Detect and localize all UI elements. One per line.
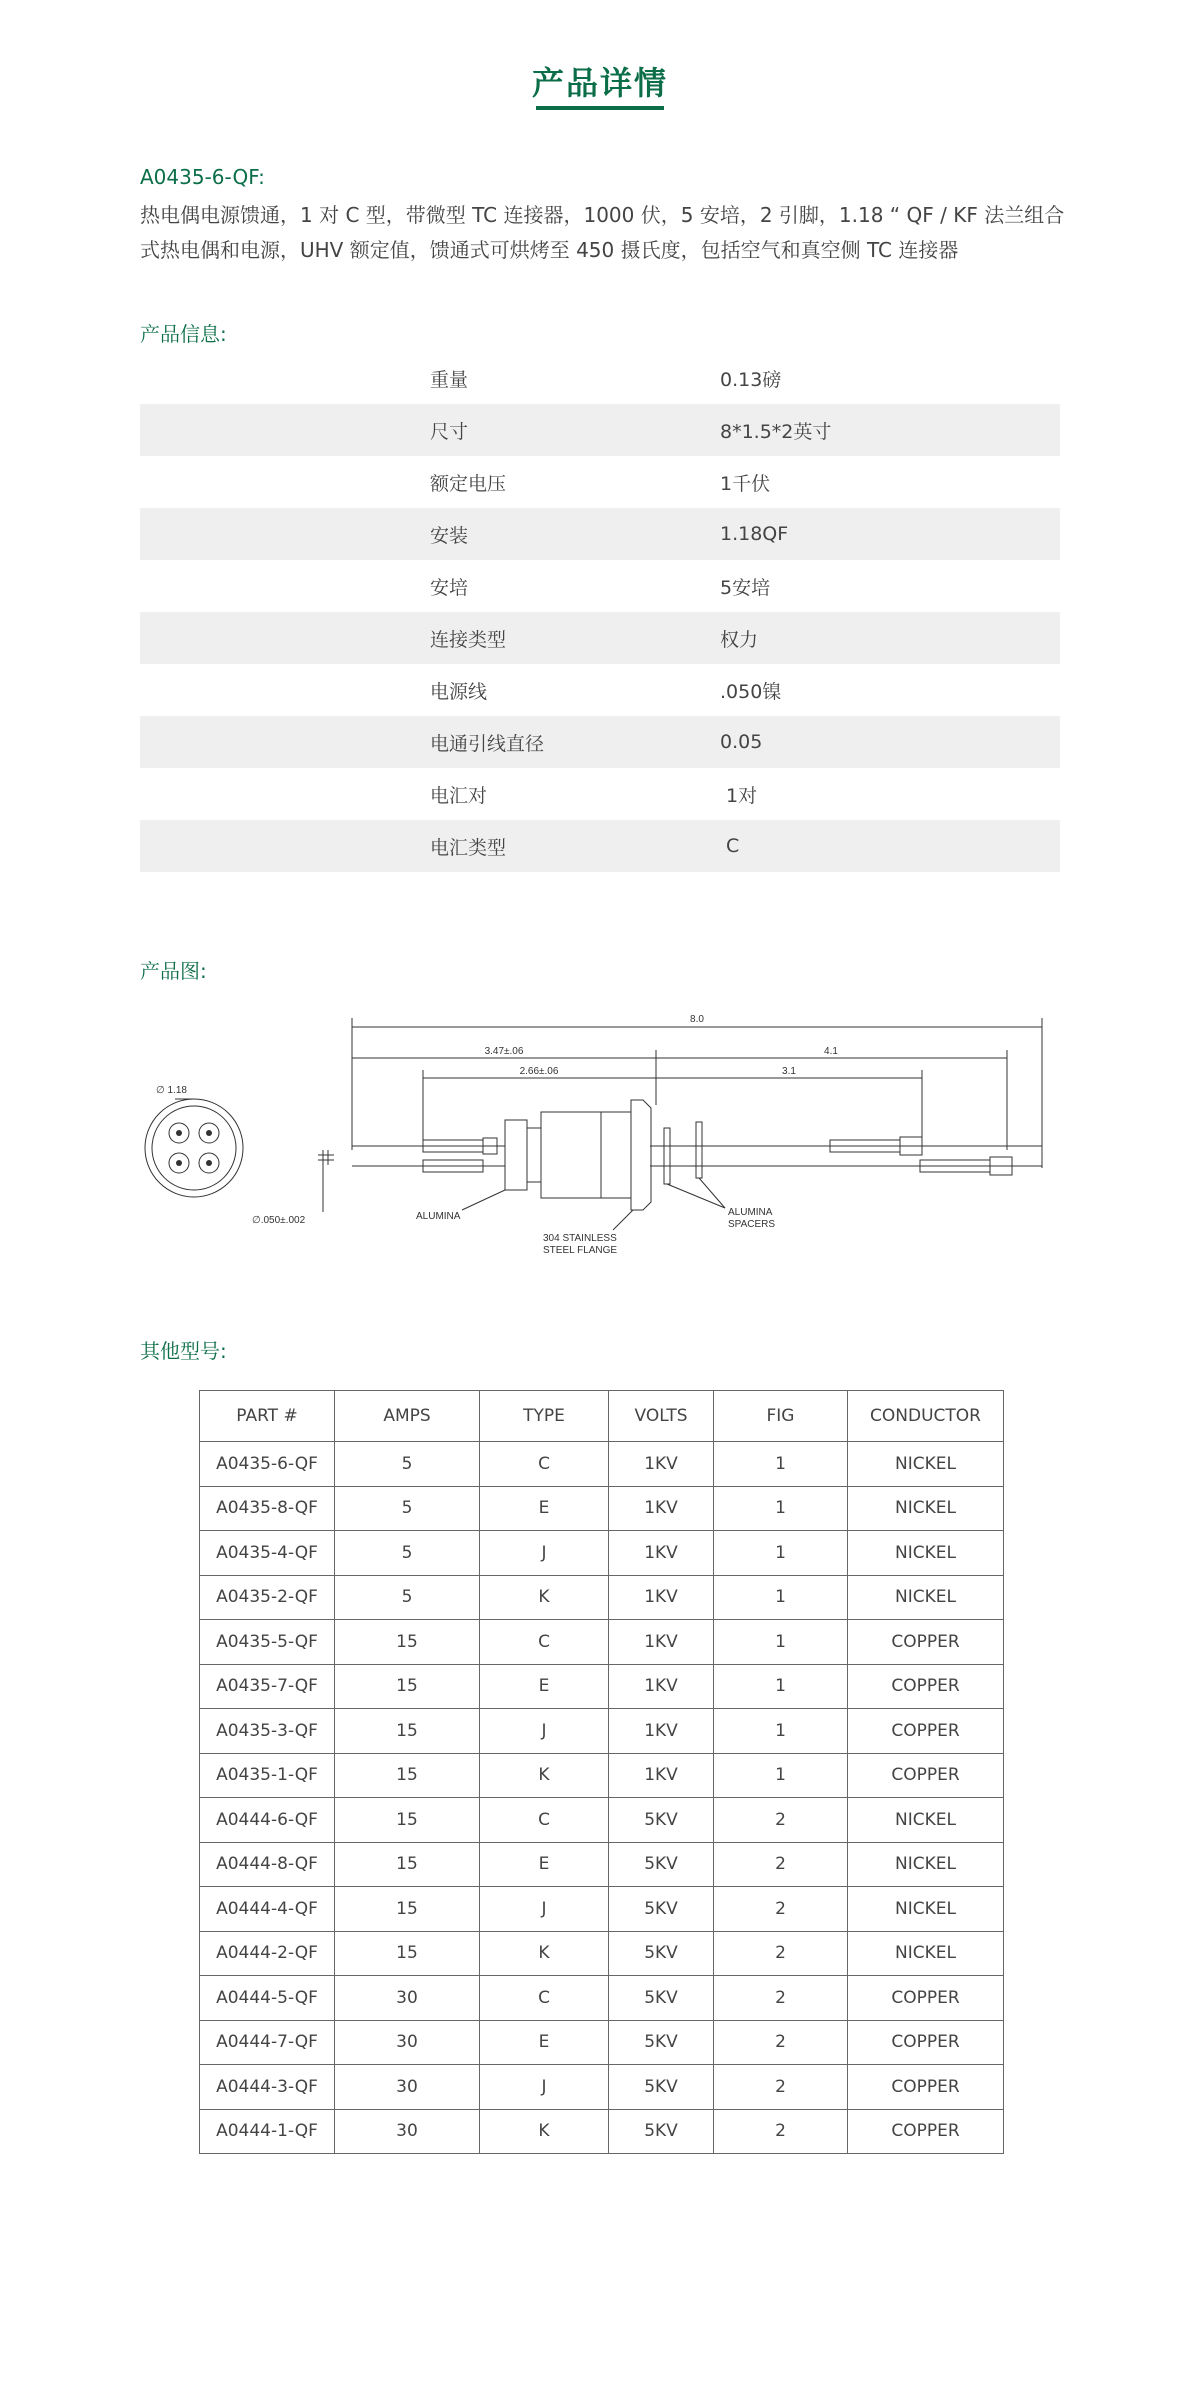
table-cell: 15 xyxy=(335,1753,480,1798)
info-key: 电汇对 xyxy=(430,784,488,807)
dim-a-label: 3.47±.06 xyxy=(484,1046,524,1057)
table-cell: A0444-6-QF xyxy=(200,1798,335,1843)
table-cell: A0444-1-QF xyxy=(200,2109,335,2154)
table-cell: K xyxy=(480,1931,609,1976)
info-key: 安装 xyxy=(430,524,469,547)
pin-dot xyxy=(176,1160,182,1166)
flange-label-line2: STEEL FLANGE xyxy=(543,1245,618,1256)
info-row xyxy=(140,560,1060,612)
models-table xyxy=(199,1390,1004,2154)
alumina-label: ALUMINA xyxy=(416,1211,461,1222)
table-cell: 5KV xyxy=(609,1976,714,2021)
table-cell: E xyxy=(480,1486,609,1531)
table-cell: 2 xyxy=(714,1887,848,1932)
info-key: 额定电压 xyxy=(430,472,507,495)
table-cell: COPPER xyxy=(848,1620,1004,1665)
table-cell: 1KV xyxy=(609,1664,714,1709)
steel-flange xyxy=(631,1100,651,1210)
info-value: 0.13磅 xyxy=(720,368,782,391)
info-row xyxy=(140,404,1060,456)
models-section-label: 其他型号: xyxy=(140,1339,227,1363)
table-cell: 1 xyxy=(714,1709,848,1754)
flange-diameter-label: ∅ 1.18 xyxy=(156,1085,187,1096)
alumina-spacer xyxy=(664,1128,670,1184)
info-key: 电汇类型 xyxy=(430,836,507,859)
column-header: CONDUCTOR xyxy=(848,1391,1004,1442)
table-cell: A0435-6-QF xyxy=(200,1442,335,1487)
info-row xyxy=(140,612,1060,664)
column-header: PART # xyxy=(200,1391,335,1442)
table-cell: 1 xyxy=(714,1620,848,1665)
table-cell: K xyxy=(480,2109,609,2154)
info-key: 电通引线直径 xyxy=(430,732,545,755)
body-cylinder xyxy=(541,1112,601,1198)
table-cell: NICKEL xyxy=(848,1798,1004,1843)
table-cell: J xyxy=(480,2065,609,2110)
info-table xyxy=(140,352,1060,872)
table-cell: 1 xyxy=(714,1531,848,1576)
table-header-row xyxy=(200,1391,1004,1442)
leader-line xyxy=(667,1184,725,1208)
alumina-insulator xyxy=(505,1120,527,1190)
table-row xyxy=(200,1798,1004,1843)
table-cell: C xyxy=(480,1442,609,1487)
table-cell: 5 xyxy=(335,1486,480,1531)
table-cell: 15 xyxy=(335,1798,480,1843)
flange-outer-circle xyxy=(145,1099,243,1197)
table-cell: 15 xyxy=(335,1887,480,1932)
table-cell: E xyxy=(480,2020,609,2065)
table-cell: J xyxy=(480,1887,609,1932)
pin-dot xyxy=(176,1130,182,1136)
table-cell: 5KV xyxy=(609,1842,714,1887)
table-row xyxy=(200,1620,1004,1665)
spacers-label-line2: SPACERS xyxy=(728,1219,776,1230)
info-key: 安培 xyxy=(430,576,469,599)
info-value: 1千伏 xyxy=(720,472,771,495)
table-cell: 2 xyxy=(714,1976,848,2021)
table-cell: NICKEL xyxy=(848,1531,1004,1576)
dim-total-label: 8.0 xyxy=(690,1014,704,1025)
table-row xyxy=(200,1709,1004,1754)
table-cell: 2 xyxy=(714,1842,848,1887)
table-cell: 5 xyxy=(335,1575,480,1620)
info-row xyxy=(140,820,1060,872)
table-cell: 15 xyxy=(335,1709,480,1754)
info-row xyxy=(140,664,1060,716)
info-value: 1对 xyxy=(720,784,758,807)
table-cell: 1 xyxy=(714,1442,848,1487)
table-cell: A0444-8-QF xyxy=(200,1842,335,1887)
dim-c-label: 4.1 xyxy=(824,1046,838,1057)
table-row xyxy=(200,1531,1004,1576)
table-cell: COPPER xyxy=(848,2109,1004,2154)
info-key: 连接类型 xyxy=(430,628,507,651)
table-cell: 30 xyxy=(335,2065,480,2110)
table-cell: NICKEL xyxy=(848,1931,1004,1976)
table-cell: COPPER xyxy=(848,1709,1004,1754)
table-cell: 1KV xyxy=(609,1753,714,1798)
table-row xyxy=(200,2065,1004,2110)
table-cell: C xyxy=(480,1976,609,2021)
table-cell: 1 xyxy=(714,1664,848,1709)
table-cell: A0435-2-QF xyxy=(200,1575,335,1620)
table-cell: NICKEL xyxy=(848,1442,1004,1487)
table-cell: 1KV xyxy=(609,1575,714,1620)
table-cell: 5 xyxy=(335,1531,480,1576)
column-header: AMPS xyxy=(335,1391,480,1442)
table-row xyxy=(200,1887,1004,1932)
table-cell: COPPER xyxy=(848,1664,1004,1709)
table-cell: A0435-8-QF xyxy=(200,1486,335,1531)
product-diagram xyxy=(140,1000,1060,1260)
table-cell: E xyxy=(480,1842,609,1887)
table-cell: COPPER xyxy=(848,1976,1004,2021)
alumina-spacer xyxy=(696,1122,702,1178)
table-row xyxy=(200,1842,1004,1887)
pin-dot xyxy=(206,1160,212,1166)
table-cell: 1KV xyxy=(609,1709,714,1754)
page-title: 产品详情 xyxy=(531,64,668,102)
table-cell: A0435-1-QF xyxy=(200,1753,335,1798)
table-row xyxy=(200,2020,1004,2065)
table-row xyxy=(200,1575,1004,1620)
body-collar xyxy=(527,1128,541,1182)
table-cell: 15 xyxy=(335,1664,480,1709)
info-value: 5安培 xyxy=(720,576,771,599)
info-key: 尺寸 xyxy=(430,420,469,443)
table-cell: 30 xyxy=(335,2020,480,2065)
body-cylinder xyxy=(601,1112,631,1198)
table-cell: J xyxy=(480,1531,609,1576)
table-cell: 2 xyxy=(714,1931,848,1976)
info-value: 1.18QF xyxy=(720,523,789,545)
table-cell: E xyxy=(480,1664,609,1709)
info-section-label: 产品信息: xyxy=(140,322,227,346)
pin-dot xyxy=(206,1130,212,1136)
column-header: VOLTS xyxy=(609,1391,714,1442)
table-cell: A0435-3-QF xyxy=(200,1709,335,1754)
table-cell: 5KV xyxy=(609,1887,714,1932)
leader-line xyxy=(613,1210,633,1230)
feedthrough-drawing xyxy=(140,1000,1060,1260)
dim-d-label: 3.1 xyxy=(782,1066,796,1077)
info-value: .050镍 xyxy=(720,680,782,703)
table-cell: 5KV xyxy=(609,2020,714,2065)
table-cell: 2 xyxy=(714,2109,848,2154)
table-cell: 30 xyxy=(335,2109,480,2154)
table-cell: 5 xyxy=(335,1442,480,1487)
table-cell: NICKEL xyxy=(848,1842,1004,1887)
table-cell: 5KV xyxy=(609,2109,714,2154)
flange-inner-circle xyxy=(152,1106,236,1190)
table-cell: C xyxy=(480,1620,609,1665)
table-cell: NICKEL xyxy=(848,1887,1004,1932)
table-row xyxy=(200,1931,1004,1976)
diagram-section-label: 产品图: xyxy=(140,959,207,983)
info-value: 权力 xyxy=(720,628,759,651)
table-cell: J xyxy=(480,1709,609,1754)
info-row xyxy=(140,716,1060,768)
column-header: TYPE xyxy=(480,1391,609,1442)
table-cell: K xyxy=(480,1575,609,1620)
table-cell: NICKEL xyxy=(848,1486,1004,1531)
info-row xyxy=(140,456,1060,508)
models-table-body xyxy=(200,1442,1004,2154)
table-cell: 1 xyxy=(714,1575,848,1620)
table-row xyxy=(200,1664,1004,1709)
leader-line xyxy=(699,1178,725,1208)
table-cell: C xyxy=(480,1798,609,1843)
table-cell: 30 xyxy=(335,1976,480,2021)
column-header: FIG xyxy=(714,1391,848,1442)
table-cell: 1KV xyxy=(609,1531,714,1576)
info-key: 电源线 xyxy=(430,680,488,703)
table-cell: A0444-7-QF xyxy=(200,2020,335,2065)
table-cell: A0444-4-QF xyxy=(200,1887,335,1932)
product-description: 热电偶电源馈通，1 对 C 型，带微型 TC 连接器，1000 伏，5 安培，2 引脚，1.18 “ QF / KF 法兰组合式热电偶和电源，UHV 额定值，馈通式可烘烤至 450 摄氏度，包括空气和真空侧 TC 连接器 xyxy=(140,203,1065,262)
table-cell: A0435-4-QF xyxy=(200,1531,335,1576)
title-underline xyxy=(536,106,664,110)
product-code: A0435-6-QF: xyxy=(140,165,265,189)
table-cell: A0444-3-QF xyxy=(200,2065,335,2110)
wire-diameter-label: ∅.050±.002 xyxy=(252,1215,306,1226)
info-row xyxy=(140,508,1060,560)
info-row xyxy=(140,352,1060,404)
table-row xyxy=(200,1442,1004,1487)
table-cell: 1KV xyxy=(609,1620,714,1665)
info-value: C xyxy=(720,835,740,857)
spacers-label-line1: ALUMINA xyxy=(728,1207,773,1218)
table-cell: 2 xyxy=(714,2065,848,2110)
table-cell: 15 xyxy=(335,1931,480,1976)
info-value: 8*1.5*2英寸 xyxy=(720,420,832,443)
table-cell: 15 xyxy=(335,1842,480,1887)
table-cell: 2 xyxy=(714,1798,848,1843)
table-cell: 1KV xyxy=(609,1486,714,1531)
table-row xyxy=(200,1486,1004,1531)
table-cell: 15 xyxy=(335,1620,480,1665)
table-row xyxy=(200,1753,1004,1798)
table-cell: 1KV xyxy=(609,1442,714,1487)
leader-line xyxy=(462,1190,505,1210)
table-cell: 1 xyxy=(714,1486,848,1531)
table-cell: K xyxy=(480,1753,609,1798)
table-cell: A0444-5-QF xyxy=(200,1976,335,2021)
table-row xyxy=(200,1976,1004,2021)
table-cell: A0435-5-QF xyxy=(200,1620,335,1665)
info-key: 重量 xyxy=(430,368,469,391)
table-cell: 5KV xyxy=(609,1798,714,1843)
flange-label-line1: 304 STAINLESS xyxy=(543,1233,617,1244)
table-cell: 5KV xyxy=(609,2065,714,2110)
table-cell: COPPER xyxy=(848,1753,1004,1798)
info-value: 0.05 xyxy=(720,731,763,753)
table-cell: 2 xyxy=(714,2020,848,2065)
table-cell: COPPER xyxy=(848,2020,1004,2065)
table-row xyxy=(200,2109,1004,2154)
table-cell: 5KV xyxy=(609,1931,714,1976)
table-cell: A0444-2-QF xyxy=(200,1931,335,1976)
table-cell: COPPER xyxy=(848,2065,1004,2110)
dim-b-label: 2.66±.06 xyxy=(519,1066,559,1077)
table-cell: NICKEL xyxy=(848,1575,1004,1620)
info-row xyxy=(140,768,1060,820)
table-cell: A0435-7-QF xyxy=(200,1664,335,1709)
table-cell: 1 xyxy=(714,1753,848,1798)
